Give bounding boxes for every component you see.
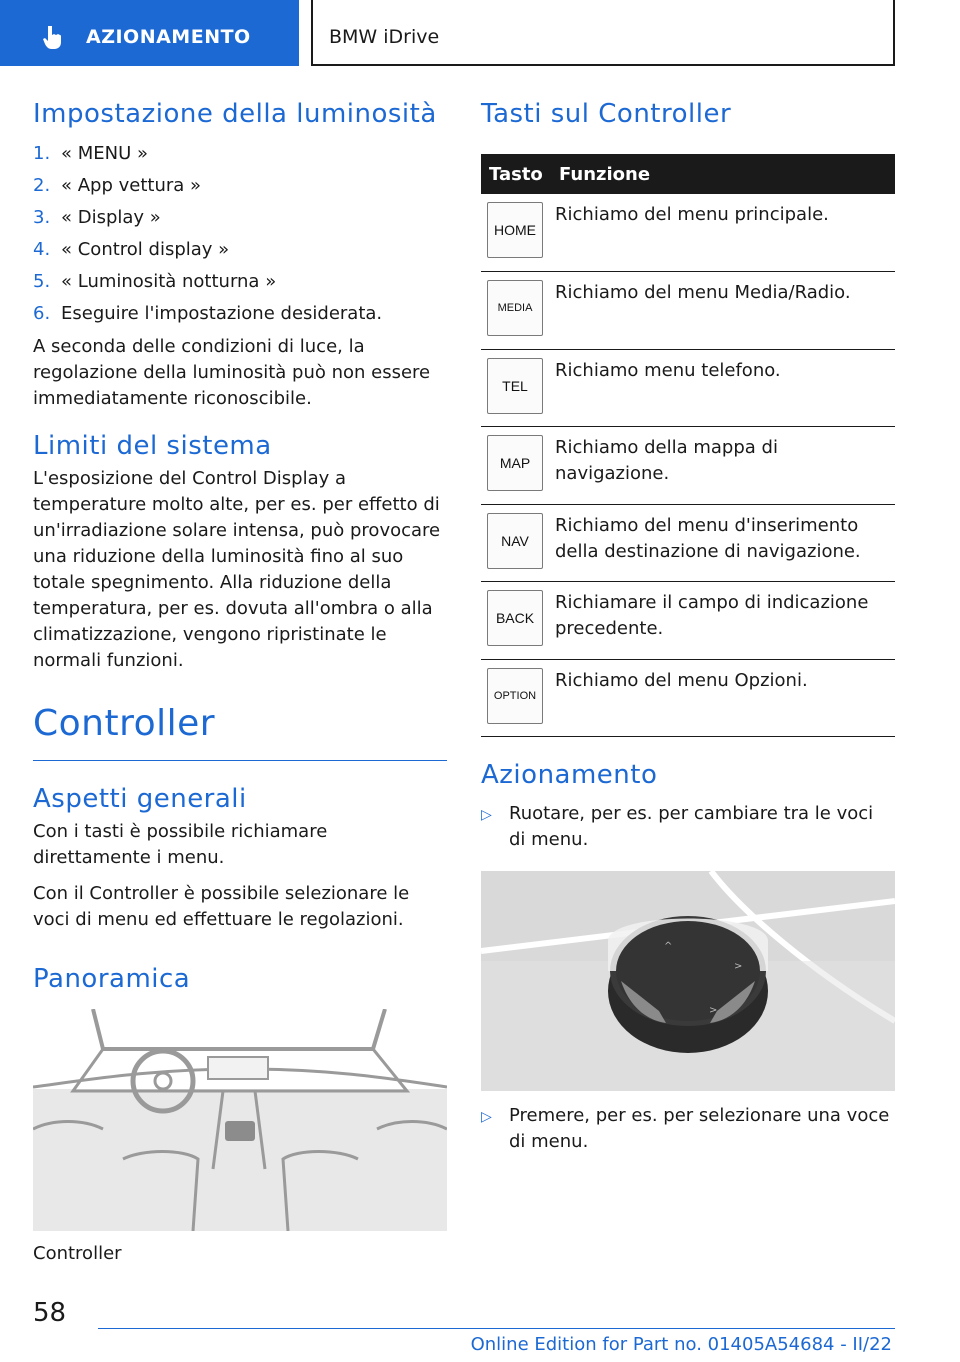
general-paragraph-1: Con i tasti è possibile richiamare direttamente i menu. [33, 821, 328, 868]
step-item [33, 266, 447, 298]
operation-list-1 [481, 801, 895, 853]
step-number: 5. [33, 271, 51, 292]
step-item [33, 202, 447, 234]
chapter-title: BMW iDrive [329, 26, 440, 48]
function-cell: Richiamare il campo di indicazione precedente. [551, 582, 895, 660]
controller-rotate-drawing [481, 871, 895, 1091]
column-header-function: Funzione [551, 154, 895, 194]
brightness-heading: Impostazione della luminosità [33, 99, 437, 129]
car-interior-drawing [33, 1009, 447, 1231]
step-number: 2. [33, 175, 51, 196]
table-header-row [481, 154, 895, 194]
step-number: 6. [33, 303, 51, 324]
limits-text: L'esposizione del Control Display a temperature molto alte, per es. per effetto di un'irradiazione solare intensa, può provocare una riduzione della luminosità fino al suo totale spegnimento. Alla riduzione della temperatura, per es. dovuta all'ombra o alla climatizzazione, vengono ripristinate le normali funzioni. [33, 468, 441, 671]
general-paragraph-2: Con il Controller è possibile selezionare le voci di menu ed effettuare le regolazioni. [33, 883, 410, 930]
function-cell: Richiamo menu telefono. [551, 349, 895, 427]
step-text: Eseguire l'impostazione desiderata. [61, 303, 383, 324]
page-header [0, 0, 960, 66]
operation-heading: Azionamento [481, 760, 658, 790]
car-interior-illustration [33, 1009, 447, 1231]
operation-list-2 [481, 1103, 895, 1155]
function-cell: Richiamo del menu principale. [551, 194, 895, 272]
overview-heading: Panoramica [33, 964, 191, 994]
list-item [481, 1103, 895, 1155]
list-item [481, 801, 895, 853]
limits-heading: Limiti del sistema [33, 431, 272, 461]
edition-link[interactable]: Online Edition for Part no. 01405A54684 - II/22 [470, 1334, 892, 1355]
home-key-icon: HOME [487, 202, 543, 258]
pointing-hand-icon [40, 24, 66, 50]
bullet-text: Ruotare, per es. per cambiare tra le voci di menu. [509, 803, 874, 850]
section-tab[interactable] [0, 0, 299, 66]
keys-table [481, 154, 895, 737]
table-row [481, 194, 895, 272]
column-header-key: Tasto [481, 154, 551, 194]
svg-text:>: > [734, 961, 743, 972]
general-heading: Aspetti generali [33, 784, 247, 814]
tel-key-icon: TEL [487, 358, 543, 414]
table-row [481, 427, 895, 505]
page-number: 58 [33, 1298, 67, 1328]
keys-heading: Tasti sul Controller [481, 99, 732, 129]
controller-heading: Controller [33, 700, 447, 761]
map-key-icon: MAP [487, 435, 543, 491]
svg-text:>: > [709, 1005, 718, 1016]
table-row [481, 504, 895, 582]
chapter-tab[interactable] [311, 0, 895, 66]
left-column [33, 96, 447, 1264]
table-row [481, 272, 895, 350]
right-column [481, 96, 895, 1155]
bullet-text: Premere, per es. per selezionare una voce di menu. [509, 1105, 890, 1152]
function-cell: Richiamo del menu Media/Radio. [551, 272, 895, 350]
back-key-icon: BACK [487, 590, 543, 646]
media-key-icon: MEDIA [487, 280, 543, 336]
step-number: 1. [33, 143, 51, 164]
controller-rotate-photo [481, 871, 895, 1091]
step-text: « App vettura » [61, 175, 202, 196]
step-item [33, 138, 447, 170]
triangle-bullet-icon: ▷ [481, 807, 492, 823]
section-label: AZIONAMENTO [86, 26, 251, 48]
step-item [33, 298, 447, 330]
step-item [33, 234, 447, 266]
step-text: « MENU » [61, 143, 149, 164]
function-cell: Richiamo della mappa di navigazione. [551, 427, 895, 505]
step-number: 3. [33, 207, 51, 228]
table-row [481, 659, 895, 737]
function-cell: Richiamo del menu Opzioni. [551, 659, 895, 737]
step-text: « Display » [61, 207, 161, 228]
step-number: 4. [33, 239, 51, 260]
brightness-note: A seconda delle condizioni di luce, la regolazione della luminosità può non essere immediatamente riconoscibile. [33, 336, 431, 409]
step-text: « Luminosità notturna » [61, 271, 277, 292]
table-row [481, 349, 895, 427]
function-cell: Richiamo del menu d'inserimento della destinazione di navigazione. [551, 504, 895, 582]
brightness-steps [33, 138, 447, 330]
step-item [33, 170, 447, 202]
footer-divider [98, 1328, 895, 1329]
option-key-icon: OPTION [487, 668, 543, 724]
triangle-bullet-icon: ▷ [481, 1109, 492, 1125]
svg-text:^: ^ [664, 941, 673, 952]
step-text: « Control display » [61, 239, 230, 260]
table-row [481, 582, 895, 660]
overview-caption: Controller [33, 1243, 122, 1264]
nav-key-icon: NAV [487, 513, 543, 569]
